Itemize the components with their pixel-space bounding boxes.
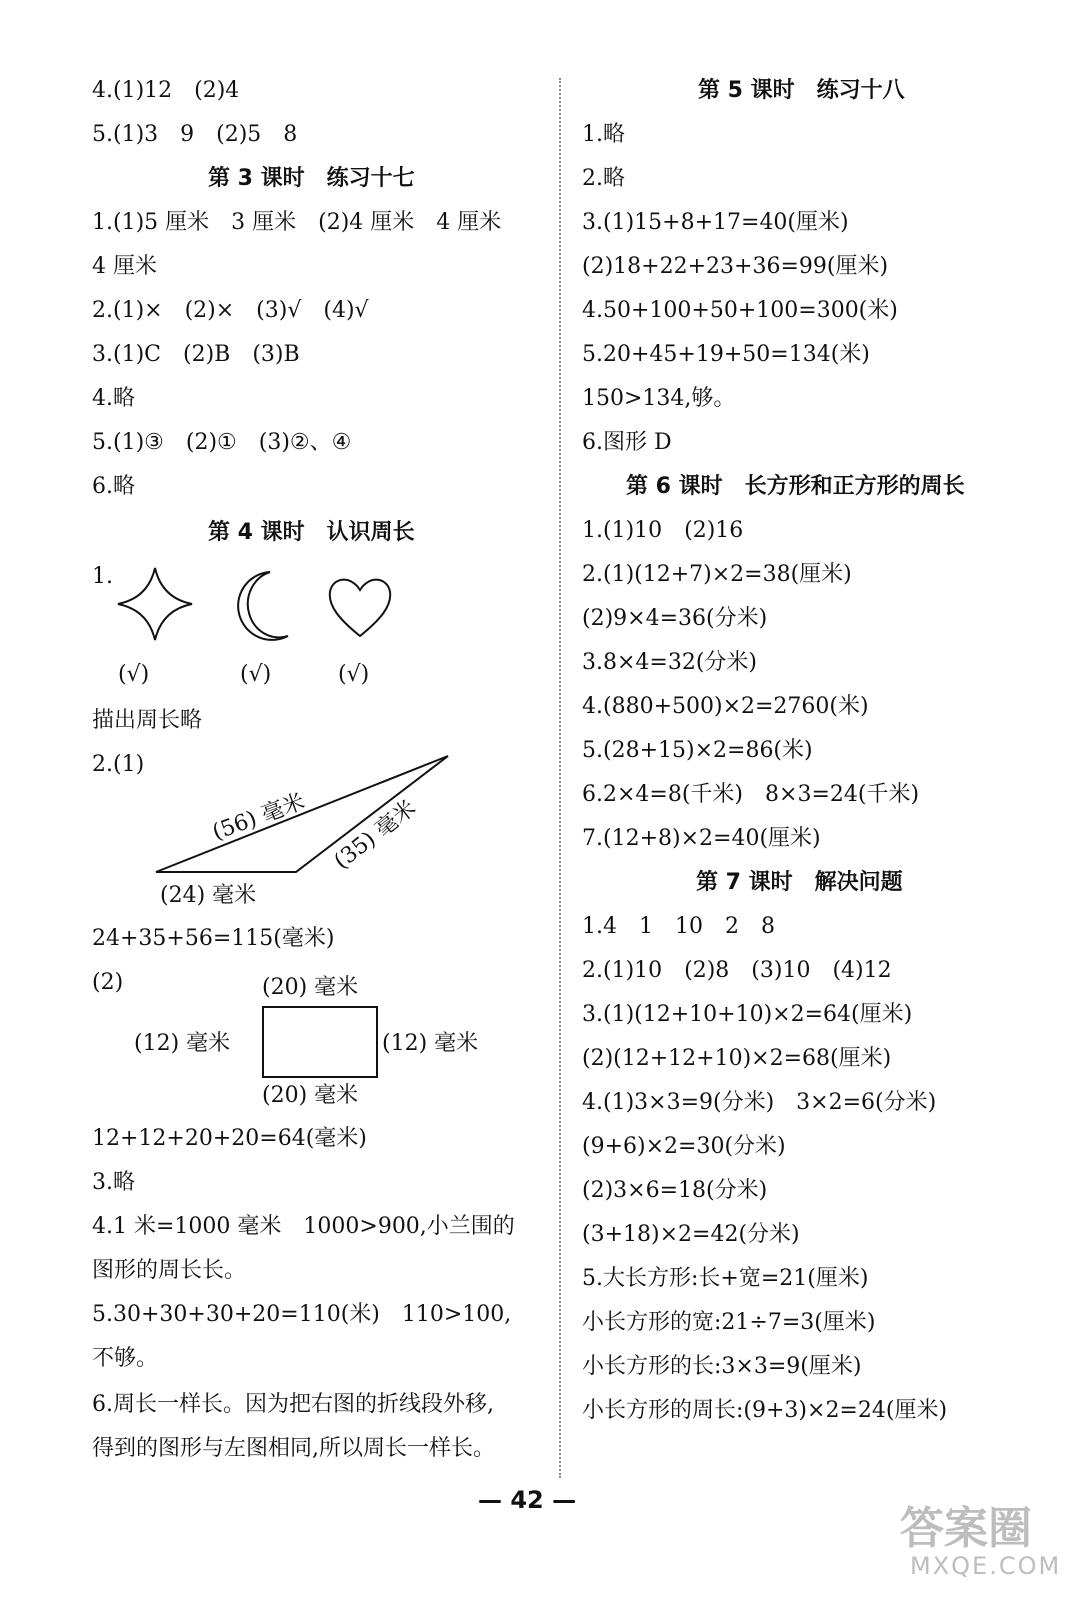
answer-line: 2.(1)10 (2)8 (3)10 (4)12: [582, 958, 892, 983]
answer-line: 4 厘米: [92, 254, 157, 279]
section-heading-4: 第 4 课时 认识周长: [208, 520, 415, 545]
section-heading-6: 第 6 课时 长方形和正方形的周长: [626, 474, 965, 499]
question-label: (2): [92, 970, 124, 995]
rectangle-top-label: (20) 毫米: [262, 975, 359, 1000]
question-label: 2.(1): [92, 752, 145, 777]
check-mark: (√): [118, 662, 150, 687]
answer-line: 小长方形的宽:21÷7=3(厘米): [582, 1310, 876, 1335]
answer-line: 3.(1)C (2)B (3)B: [92, 342, 300, 367]
answer-line: 4.略: [92, 386, 135, 411]
answer-line: 5.(1)③ (2)① (3)②、④: [92, 430, 352, 455]
answer-line: 小长方形的长:3×3=9(厘米): [582, 1354, 862, 1379]
answer-line: 24+35+56=115(毫米): [92, 926, 335, 951]
question-label: 1.: [92, 564, 113, 589]
rectangle-right-label: (12) 毫米: [382, 1031, 479, 1056]
rectangle-left-label: (12) 毫米: [134, 1031, 231, 1056]
answer-line: 5.(28+15)×2=86(米): [582, 738, 813, 763]
check-mark: (√): [240, 662, 272, 687]
answer-line: 4.(1)12 (2)4: [92, 78, 240, 103]
answer-line: 6.略: [92, 474, 135, 499]
answer-line: 不够。: [92, 1346, 159, 1371]
answer-line: 1.略: [582, 122, 625, 147]
answer-line: 3.(1)15+8+17=40(厘米): [582, 210, 849, 235]
answer-line: 150>134,够。: [582, 386, 736, 411]
answer-line: (9+6)×2=30(分米): [582, 1134, 786, 1159]
answer-line: 7.(12+8)×2=40(厘米): [582, 826, 821, 851]
rectangle-shape: [262, 1006, 378, 1078]
answer-line: 2.略: [582, 166, 625, 191]
answer-line: 5.20+45+19+50=134(米): [582, 342, 870, 367]
crescent-moon-shape: [238, 572, 288, 640]
answer-line: 5.(1)3 9 (2)5 8: [92, 122, 298, 147]
watermark-logo: 答案圈: [900, 1503, 1032, 1554]
answer-line: 1.(1)5 厘米 3 厘米 (2)4 厘米 4 厘米: [92, 210, 502, 235]
answer-line: 4.50+100+50+100=300(米): [582, 298, 898, 323]
answer-line: 2.(1)(12+7)×2=38(厘米): [582, 562, 852, 587]
watermark-site: MXQE.COM: [910, 1552, 1062, 1580]
section-heading-5: 第 5 课时 练习十八: [698, 78, 905, 103]
answer-line: 1.4 1 10 2 8: [582, 914, 775, 939]
answer-line: 6.图形 D: [582, 430, 672, 455]
answer-line: 6.周长一样长。因为把右图的折线段外移,: [92, 1392, 494, 1417]
four-point-star-shape: [118, 568, 192, 640]
answer-line: (2)18+22+23+36=99(厘米): [582, 254, 889, 279]
triangle-top-label: (56) 毫米: [209, 789, 309, 846]
answer-line: 3.(1)(12+10+10)×2=64(厘米): [582, 1002, 913, 1027]
answer-line: 4.1 米=1000 毫米 1000>900,小兰围的: [92, 1214, 515, 1239]
heart-shape: [330, 580, 390, 636]
answer-line: 2.(1)× (2)× (3)√ (4)√: [92, 298, 369, 323]
answer-line: 6.2×4=8(千米) 8×3=24(千米): [582, 782, 920, 807]
column-divider: [559, 78, 561, 1478]
page-number: — 42 —: [478, 1486, 577, 1514]
answer-line: 5.30+30+30+20=110(米) 110>100,: [92, 1302, 512, 1327]
answer-line: 5.大长方形:长+宽=21(厘米): [582, 1266, 869, 1291]
answer-line: 4.(1)3×3=9(分米) 3×2=6(分米): [582, 1090, 937, 1115]
section-heading-3: 第 3 课时 练习十七: [208, 166, 415, 191]
triangle-right-label: (35) 毫米: [329, 795, 421, 875]
answer-line: 小长方形的周长:(9+3)×2=24(厘米): [582, 1398, 948, 1423]
answer-line: 4.(880+500)×2=2760(米): [582, 694, 869, 719]
answer-line: 3.8×4=32(分米): [582, 650, 758, 675]
answer-line: 图形的周长长。: [92, 1258, 247, 1283]
answer-line: (2)(12+12+10)×2=68(厘米): [582, 1046, 892, 1071]
answer-line: (2)3×6=18(分米): [582, 1178, 768, 1203]
answer-line: 1.(1)10 (2)16: [582, 518, 744, 543]
answer-line: 描出周长略: [92, 708, 203, 733]
check-mark: (√): [338, 662, 370, 687]
answer-line: 得到的图形与左图相同,所以周长一样长。: [92, 1436, 495, 1461]
rectangle-bottom-label: (20) 毫米: [262, 1083, 359, 1108]
answer-line: (3+18)×2=42(分米): [582, 1222, 800, 1247]
triangle-bottom-label: (24) 毫米: [160, 883, 257, 908]
shapes-figure: [110, 562, 410, 652]
answer-line: (2)9×4=36(分米): [582, 606, 768, 631]
section-heading-7: 第 7 课时 解决问题: [696, 870, 903, 895]
answer-line: 3.略: [92, 1170, 135, 1195]
answer-line: 12+12+20+20=64(毫米): [92, 1126, 367, 1151]
